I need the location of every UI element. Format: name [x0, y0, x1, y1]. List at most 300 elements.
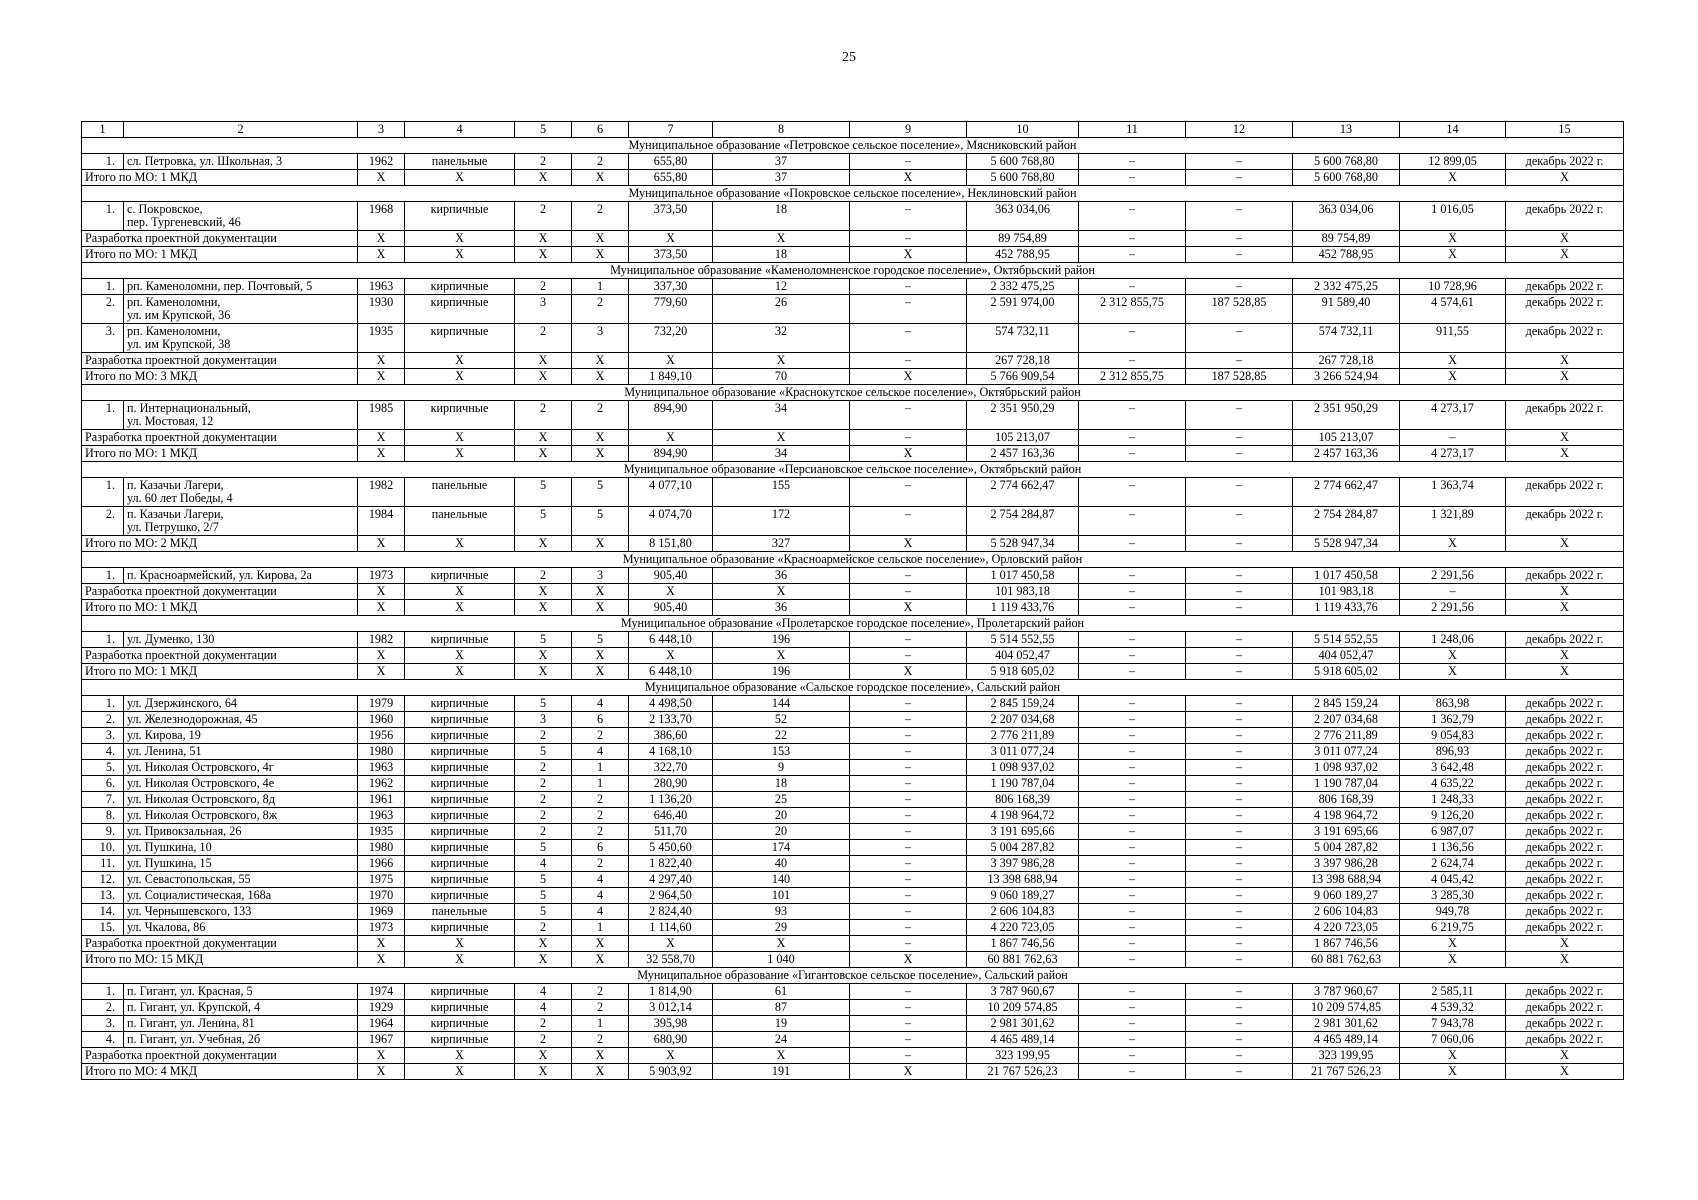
table-cell: – [1079, 1000, 1186, 1016]
table-cell: 1. [82, 401, 124, 430]
table-row [82, 984, 1624, 1000]
table-cell: 2 [515, 1032, 572, 1048]
table-cell: 1 119 433,76 [1293, 600, 1400, 616]
table-cell: декабрь 2022 г. [1506, 840, 1624, 856]
municipality-title: Муниципальное образование «Пролетарское городское поселение», Пролетарский район [82, 616, 1624, 632]
table-cell: 1 098 937,02 [967, 760, 1079, 776]
table-cell: X [405, 1048, 515, 1064]
table-cell: декабрь 2022 г. [1506, 888, 1624, 904]
table-cell: – [1186, 776, 1293, 792]
table-cell: X [358, 1048, 405, 1064]
table-row [82, 712, 1624, 728]
table-cell: X [358, 952, 405, 968]
table-cell: – [1186, 154, 1293, 170]
table-cell: 1 248,06 [1400, 632, 1506, 648]
table-row [82, 295, 1624, 324]
table-cell: 2 585,11 [1400, 984, 1506, 1000]
table-cell: – [1186, 568, 1293, 584]
table-cell: – [850, 295, 967, 324]
table-row [82, 760, 1624, 776]
table-cell: 680,90 [629, 1032, 713, 1048]
table-cell: X [850, 170, 967, 186]
table-cell: 1 017 450,58 [1293, 568, 1400, 584]
table-cell: 4 539,32 [1400, 1000, 1506, 1016]
table-cell: – [1079, 401, 1186, 430]
table-cell: 1 136,20 [629, 792, 713, 808]
total-row [82, 664, 1624, 680]
table-cell: 1 362,79 [1400, 712, 1506, 728]
table-cell: X [1506, 536, 1624, 552]
table-cell: декабрь 2022 г. [1506, 856, 1624, 872]
table-cell: X [358, 369, 405, 385]
column-number-cell: 10 [967, 122, 1079, 138]
table-cell: 19 [713, 1016, 850, 1032]
table-cell: – [1079, 712, 1186, 728]
column-number-cell: 12 [1186, 122, 1293, 138]
table-cell: 10 209 574,85 [967, 1000, 1079, 1016]
table-cell: 1 867 746,56 [1293, 936, 1400, 952]
table-cell: X [515, 231, 572, 247]
table-cell: X [572, 952, 629, 968]
total-label: Итого по МО: 1 МКД [82, 170, 358, 186]
table-cell: 9 060 189,27 [1293, 888, 1400, 904]
table-cell: 18 [713, 247, 850, 263]
table-cell: – [1079, 872, 1186, 888]
table-cell: 5 [515, 840, 572, 856]
table-cell: X [405, 353, 515, 369]
table-cell: 6 219,75 [1400, 920, 1506, 936]
table-cell: 6. [82, 776, 124, 792]
table-cell: – [1186, 1064, 1293, 1080]
address-cell: п. Красноармейский, ул. Кирова, 2а [124, 568, 358, 584]
table-cell: декабрь 2022 г. [1506, 728, 1624, 744]
table-cell: 87 [713, 1000, 850, 1016]
table-cell: – [1400, 430, 1506, 446]
address-cell: ул. Железнодорожная, 45 [124, 712, 358, 728]
table-cell: 3 [515, 295, 572, 324]
table-cell: 2 [515, 1016, 572, 1032]
table-cell: – [1079, 353, 1186, 369]
table-cell: 1 321,89 [1400, 507, 1506, 536]
section-header-row [82, 968, 1624, 984]
table-cell: X [358, 170, 405, 186]
address-cell: ул. Пушкина, 15 [124, 856, 358, 872]
table-cell: 1980 [358, 840, 405, 856]
table-cell: X [405, 584, 515, 600]
table-cell: – [850, 776, 967, 792]
table-cell: – [850, 478, 967, 507]
table-cell: – [1186, 696, 1293, 712]
table-cell: кирпичные [405, 1016, 515, 1032]
table-cell: 3 397 986,28 [1293, 856, 1400, 872]
table-cell: 1982 [358, 632, 405, 648]
table-cell: 905,40 [629, 568, 713, 584]
column-number-cell: 1 [82, 122, 124, 138]
table-cell: 2 624,74 [1400, 856, 1506, 872]
table-cell: 386,60 [629, 728, 713, 744]
table-cell: кирпичные [405, 776, 515, 792]
municipality-title: Муниципальное образование «Каменоломненское городское поселение», Октябрьский район [82, 263, 1624, 279]
table-cell: декабрь 2022 г. [1506, 295, 1624, 324]
table-cell: 5 450,60 [629, 840, 713, 856]
table-cell: 2 776 211,89 [1293, 728, 1400, 744]
table-cell: 2 [515, 808, 572, 824]
table-cell: 1. [82, 696, 124, 712]
table-cell: – [1186, 664, 1293, 680]
table-cell: 140 [713, 872, 850, 888]
address-cell: рп. Каменоломни, пер. Почтовый, 5 [124, 279, 358, 295]
table-cell: X [1400, 648, 1506, 664]
table-cell: 36 [713, 568, 850, 584]
table-cell: 5 514 552,55 [1293, 632, 1400, 648]
table-cell: X [713, 353, 850, 369]
table-cell: 1 [572, 760, 629, 776]
table-cell: 2 [515, 728, 572, 744]
table-cell: 1979 [358, 696, 405, 712]
table-cell: X [358, 936, 405, 952]
table-cell: 7 060,06 [1400, 1032, 1506, 1048]
table-cell: X [1506, 936, 1624, 952]
table-cell: X [358, 584, 405, 600]
table-row [82, 401, 1624, 430]
table-cell: 5. [82, 760, 124, 776]
table-cell: X [358, 446, 405, 462]
table-cell: – [1079, 600, 1186, 616]
table-cell: – [850, 202, 967, 231]
table-cell: 363 034,06 [1293, 202, 1400, 231]
table-cell: 5 918 605,02 [1293, 664, 1400, 680]
table-cell: декабрь 2022 г. [1506, 279, 1624, 295]
address-cell: ул. Социалистическая, 168а [124, 888, 358, 904]
total-label: Итого по МО: 1 МКД [82, 664, 358, 680]
total-row [82, 936, 1624, 952]
address-cell: ул. Думенко, 130 [124, 632, 358, 648]
table-cell: – [1079, 776, 1186, 792]
address-cell: п. Гигант, ул. Крупской, 4 [124, 1000, 358, 1016]
column-number-cell: 2 [124, 122, 358, 138]
table-cell: 5 [515, 744, 572, 760]
section-header-row [82, 680, 1624, 696]
table-cell: 9 054,83 [1400, 728, 1506, 744]
table-cell: кирпичные [405, 840, 515, 856]
table-cell: 2 207 034,68 [1293, 712, 1400, 728]
address-cell: рп. Каменоломни, ул. им Крупской, 36 [124, 295, 358, 324]
table-cell: X [850, 600, 967, 616]
total-label: Разработка проектной документации [82, 936, 358, 952]
table-cell: – [850, 888, 967, 904]
table-cell: 2 [515, 154, 572, 170]
table-cell: – [1186, 600, 1293, 616]
table-cell: 1 136,56 [1400, 840, 1506, 856]
table-cell: X [1400, 952, 1506, 968]
table-cell: – [1186, 279, 1293, 295]
table-cell: 1 248,33 [1400, 792, 1506, 808]
table-cell: – [1186, 920, 1293, 936]
table-cell: X [850, 446, 967, 462]
table-cell: кирпичные [405, 824, 515, 840]
table-cell: панельные [405, 154, 515, 170]
table-cell: 4 635,22 [1400, 776, 1506, 792]
table-cell: 3 [572, 324, 629, 353]
table-cell: – [1079, 446, 1186, 462]
total-row [82, 446, 1624, 462]
table-cell: 4 273,17 [1400, 446, 1506, 462]
table-cell: 4. [82, 744, 124, 760]
table-cell: 4 220 723,05 [967, 920, 1079, 936]
table-cell: X [358, 247, 405, 263]
table-cell: 2 351 950,29 [967, 401, 1079, 430]
table-cell: 4 045,42 [1400, 872, 1506, 888]
table-cell: X [1506, 584, 1624, 600]
table-cell: X [713, 1048, 850, 1064]
address-cell: рп. Каменоломни, ул. им Крупской, 38 [124, 324, 358, 353]
municipality-title: Муниципальное образование «Красноармейское сельское поселение», Орловский район [82, 552, 1624, 568]
address-cell: п. Интернациональный, ул. Мостовая, 12 [124, 401, 358, 430]
table-cell: 4 297,40 [629, 872, 713, 888]
municipality-title: Муниципальное образование «Гигантовское сельское поселение», Сальский район [82, 968, 1624, 984]
table-cell: 93 [713, 904, 850, 920]
table-cell: 1 016,05 [1400, 202, 1506, 231]
table-cell: – [850, 324, 967, 353]
table-cell: декабрь 2022 г. [1506, 872, 1624, 888]
table-cell: 1. [82, 632, 124, 648]
table-cell: 949,78 [1400, 904, 1506, 920]
table-cell: 187 528,85 [1186, 369, 1293, 385]
table-cell: X [405, 536, 515, 552]
table-cell: – [1186, 170, 1293, 186]
table-cell: 3 397 986,28 [967, 856, 1079, 872]
table-cell: кирпичные [405, 920, 515, 936]
table-cell: кирпичные [405, 202, 515, 231]
table-cell: 732,20 [629, 324, 713, 353]
table-cell: X [358, 664, 405, 680]
table-cell: 894,90 [629, 401, 713, 430]
table-cell: 3. [82, 324, 124, 353]
table-cell: кирпичные [405, 295, 515, 324]
table-cell: 452 788,95 [967, 247, 1079, 263]
table-cell: 911,55 [1400, 324, 1506, 353]
table-cell: 1984 [358, 507, 405, 536]
table-cell: 22 [713, 728, 850, 744]
table-cell: – [1079, 664, 1186, 680]
table-cell: X [629, 231, 713, 247]
table-cell: 2 776 211,89 [967, 728, 1079, 744]
table-cell: 6 448,10 [629, 632, 713, 648]
table-cell: 7 943,78 [1400, 1016, 1506, 1032]
total-label: Разработка проектной документации [82, 353, 358, 369]
table-cell: X [358, 231, 405, 247]
table-cell: X [629, 584, 713, 600]
table-cell: 5 766 909,54 [967, 369, 1079, 385]
table-cell: 2 606 104,83 [967, 904, 1079, 920]
total-row [82, 430, 1624, 446]
table-cell: – [1079, 1032, 1186, 1048]
table-cell: панельные [405, 478, 515, 507]
table-cell: – [850, 568, 967, 584]
table-row [82, 478, 1624, 507]
table-cell: 105 213,07 [1293, 430, 1400, 446]
table-cell: – [1079, 744, 1186, 760]
column-number-cell: 3 [358, 122, 405, 138]
total-label: Итого по МО: 1 МКД [82, 600, 358, 616]
table-cell: 2 291,56 [1400, 600, 1506, 616]
table-cell: 18 [713, 202, 850, 231]
table-row [82, 632, 1624, 648]
table-cell: 13 398 688,94 [1293, 872, 1400, 888]
table-cell: 511,70 [629, 824, 713, 840]
table-cell: – [850, 760, 967, 776]
table-row [82, 856, 1624, 872]
table-cell: – [1079, 202, 1186, 231]
column-number-cell: 7 [629, 122, 713, 138]
address-cell: ул. Николая Островского, 4г [124, 760, 358, 776]
table-cell: кирпичные [405, 984, 515, 1000]
table-cell: 267 728,18 [1293, 353, 1400, 369]
table-cell: 101 [713, 888, 850, 904]
table-row [82, 568, 1624, 584]
table-row [82, 920, 1624, 936]
table-cell: 105 213,07 [967, 430, 1079, 446]
municipality-title: Муниципальное образование «Покровское сельское поселение», Неклиновский район [82, 186, 1624, 202]
table-cell: 1967 [358, 1032, 405, 1048]
table-cell: – [1186, 984, 1293, 1000]
section-header-row [82, 138, 1624, 154]
table-cell: 3 191 695,66 [967, 824, 1079, 840]
table-cell: 1. [82, 202, 124, 231]
table-cell: 3. [82, 1016, 124, 1032]
table-cell: X [358, 536, 405, 552]
table-cell: – [1186, 231, 1293, 247]
table-cell: 6 448,10 [629, 664, 713, 680]
table-cell: 4 077,10 [629, 478, 713, 507]
table-cell: 1985 [358, 401, 405, 430]
table-cell: декабрь 2022 г. [1506, 401, 1624, 430]
table-cell: 2 291,56 [1400, 568, 1506, 584]
table-cell: 5 [515, 632, 572, 648]
table-cell: 1 363,74 [1400, 478, 1506, 507]
table-cell: X [515, 369, 572, 385]
total-label: Разработка проектной документации [82, 648, 358, 664]
table-cell: – [850, 154, 967, 170]
table-cell: декабрь 2022 г. [1506, 1032, 1624, 1048]
table-cell: X [515, 353, 572, 369]
table-cell: кирпичные [405, 728, 515, 744]
table-cell: 1963 [358, 279, 405, 295]
table-cell: 5 [515, 478, 572, 507]
address-cell: ул. Кирова, 19 [124, 728, 358, 744]
table-cell: декабрь 2022 г. [1506, 154, 1624, 170]
table-cell: 1962 [358, 776, 405, 792]
table-cell: 1930 [358, 295, 405, 324]
table-cell: – [1079, 231, 1186, 247]
table-cell: – [1079, 1048, 1186, 1064]
table-cell: X [572, 936, 629, 952]
table-cell: 1964 [358, 1016, 405, 1032]
table-cell: 894,90 [629, 446, 713, 462]
table-cell: 2 [515, 401, 572, 430]
address-cell: ул. Ленина, 51 [124, 744, 358, 760]
table-cell: 36 [713, 600, 850, 616]
table-cell: X [1506, 1048, 1624, 1064]
column-number-cell: 13 [1293, 122, 1400, 138]
table-cell: 3 191 695,66 [1293, 824, 1400, 840]
table-cell: – [1079, 936, 1186, 952]
table-cell: 2 824,40 [629, 904, 713, 920]
table-cell: 155 [713, 478, 850, 507]
table-cell: 4 [572, 872, 629, 888]
table-cell: 4 074,70 [629, 507, 713, 536]
table-cell: X [572, 446, 629, 462]
total-row [82, 600, 1624, 616]
table-cell: X [713, 648, 850, 664]
table-cell: X [1400, 536, 1506, 552]
table-cell: 2 845 159,24 [967, 696, 1079, 712]
table-cell: – [1186, 744, 1293, 760]
table-cell: – [850, 904, 967, 920]
table-cell: 337,30 [629, 279, 713, 295]
address-cell: п. Казачьи Лагери, ул. 60 лет Победы, 4 [124, 478, 358, 507]
table-cell: 1 [572, 279, 629, 295]
table-cell: кирпичные [405, 632, 515, 648]
table-cell: X [572, 231, 629, 247]
table-cell: 4 273,17 [1400, 401, 1506, 430]
table-cell: 21 767 526,23 [967, 1064, 1079, 1080]
table-cell: 14. [82, 904, 124, 920]
address-cell: ул. Пушкина, 10 [124, 840, 358, 856]
table-cell: X [1506, 1064, 1624, 1080]
table-cell: 2 774 662,47 [1293, 478, 1400, 507]
table-cell: X [405, 231, 515, 247]
column-number-cell: 6 [572, 122, 629, 138]
table-cell: 8. [82, 808, 124, 824]
table-cell: 37 [713, 154, 850, 170]
table-cell: 4 465 489,14 [967, 1032, 1079, 1048]
section-header-row [82, 462, 1624, 478]
table-cell: 2 [572, 202, 629, 231]
table-cell: 655,80 [629, 170, 713, 186]
table-cell: 3. [82, 728, 124, 744]
table-cell: 2. [82, 1000, 124, 1016]
table-cell: X [1400, 664, 1506, 680]
table-cell: 70 [713, 369, 850, 385]
table-cell: 2 [572, 984, 629, 1000]
address-cell: ул. Николая Островского, 8д [124, 792, 358, 808]
table-cell: 4 574,61 [1400, 295, 1506, 324]
table-cell: – [850, 936, 967, 952]
table-cell: – [1079, 696, 1186, 712]
table-cell: X [629, 353, 713, 369]
table-cell: – [1186, 760, 1293, 776]
total-label: Итого по МО: 3 МКД [82, 369, 358, 385]
table-cell: панельные [405, 904, 515, 920]
table-cell: – [850, 430, 967, 446]
table-cell: X [1506, 170, 1624, 186]
table-cell: 2 457 163,36 [1293, 446, 1400, 462]
table-cell: 4 220 723,05 [1293, 920, 1400, 936]
table-cell: 5 528 947,34 [1293, 536, 1400, 552]
address-cell: п. Гигант, ул. Красная, 5 [124, 984, 358, 1000]
table-cell: 4 [572, 696, 629, 712]
table-cell: 144 [713, 696, 850, 712]
table-cell: 1968 [358, 202, 405, 231]
table-cell: X [405, 936, 515, 952]
table-cell: – [1186, 507, 1293, 536]
table-cell: – [850, 632, 967, 648]
table-cell: – [1186, 1000, 1293, 1016]
table-cell: X [572, 584, 629, 600]
table-cell: X [1506, 369, 1624, 385]
table-cell: 1 190 787,04 [967, 776, 1079, 792]
